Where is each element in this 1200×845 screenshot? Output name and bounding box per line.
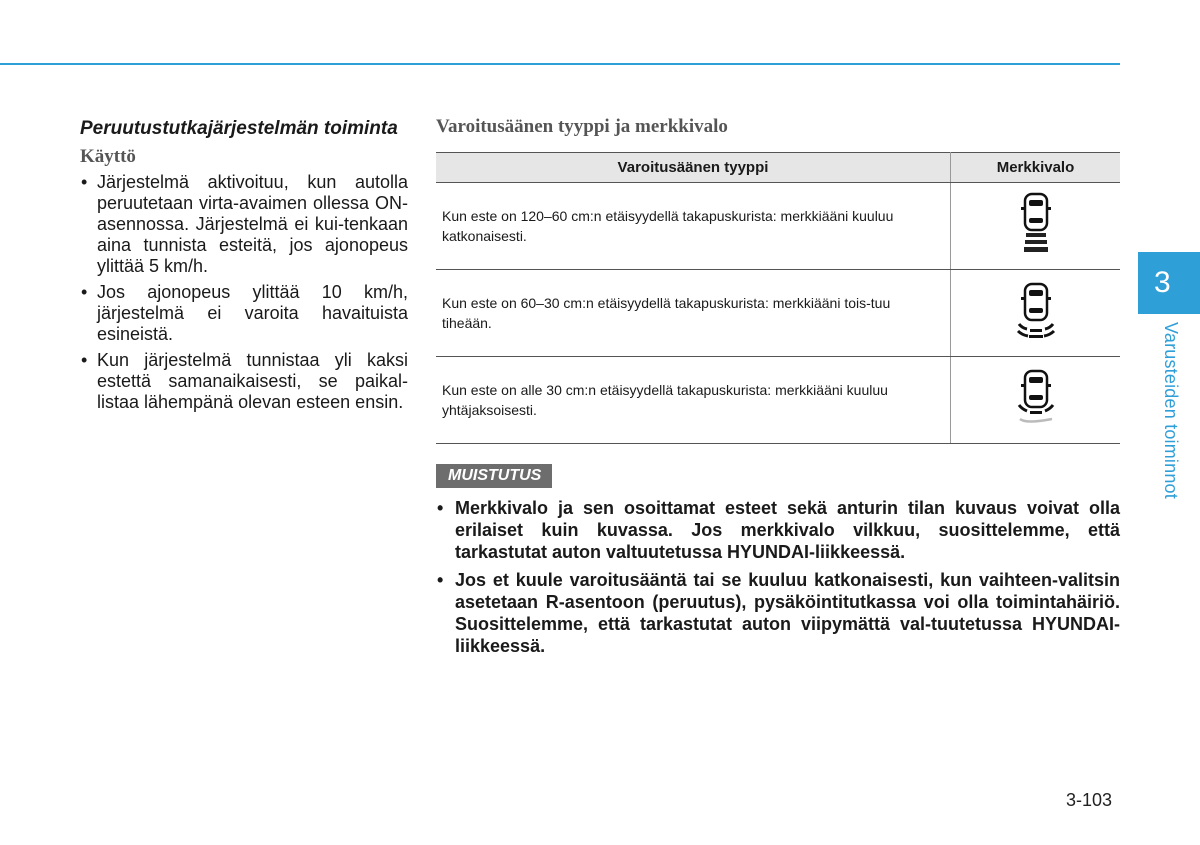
chapter-name-label: Varusteiden toiminnot — [1161, 321, 1181, 499]
usage-bullet-list — [80, 172, 408, 413]
table-row — [436, 270, 1120, 357]
note-label: MUISTUTUS — [436, 464, 552, 488]
car-sensor-mid-icon — [1014, 280, 1058, 342]
page-number: 3-103 — [1066, 790, 1113, 810]
list-item: • Jos ajonopeus ylittää 10 km/h, järjestelmä ei varoita havaituista esineistä. — [80, 282, 408, 345]
section-subtitle: Käyttö — [80, 146, 136, 167]
note-list — [436, 497, 1120, 657]
top-divider — [0, 63, 1120, 65]
list-item: • Merkkivalo ja sen osoittamat esteet sekä anturin tilan kuvaus voivat olla erilaiset kuin kuvassa. Jos merkkivalo vilkkuu, suosittelemme, että tarkastutat auton valtuutetussa HYUNDAI-liikkeessä. — [436, 497, 1120, 563]
header-warning-type: Varoitusäänen tyyppi — [436, 153, 951, 183]
table-cell-description: Kun este on 60–30 cm:n etäisyydellä takapuskurista: merkkiääni tois-tuu tiheään. — [436, 270, 951, 357]
list-item: • Järjestelmä aktivoituu, kun autolla peruutetaan virta-avaimen ollessa ON-asennossa. Järjestelmä ei kui-tenkaan aina tunnista esteitä, jos ajonopeus ylittää 5 km/h. — [80, 172, 408, 277]
car-sensor-near-icon — [1014, 367, 1058, 429]
table-row — [436, 183, 1120, 270]
list-item: • Kun järjestelmä tunnistaa yli kaksi estettä samanaikaisesti, se paikal-listaa lähempänä olevan esteen ensin. — [80, 350, 408, 413]
table-header-row — [436, 153, 1120, 183]
left-column — [80, 118, 408, 418]
table-cell-description: Kun este on 120–60 cm:n etäisyydellä takapuskurista: merkkiääni kuuluu katkonaisesti. — [436, 183, 951, 270]
list-item: • Jos et kuule varoitusääntä tai se kuuluu katkonaisesti, kun vaihteen-valitsin asetetaan R-asentoon (peruutus), pysäköintitutkassa voi olla toimintahäiriö. Suosittelemme, että tarkastutat auton viipymättä val-tuutetussa HYUNDAI-liikkeessä. — [436, 569, 1120, 657]
car-sensor-far-icon — [1016, 190, 1056, 258]
table-cell-description: Kun este on alle 30 cm:n etäisyydellä takapuskurista: merkkiääni kuuluu yhtäjaksoisesti. — [436, 357, 951, 444]
section-title: Peruutustutkajärjestelmän toiminta — [80, 118, 398, 139]
warning-table — [436, 152, 1120, 444]
table-row — [436, 357, 1120, 444]
header-indicator: Merkkivalo — [951, 153, 1121, 183]
chapter-name — [1137, 317, 1181, 503]
chapter-number-tab: 3 — [1138, 252, 1200, 314]
table-title: Varoitusäänen tyyppi ja merkkivalo — [436, 116, 728, 137]
right-column — [436, 116, 1120, 663]
